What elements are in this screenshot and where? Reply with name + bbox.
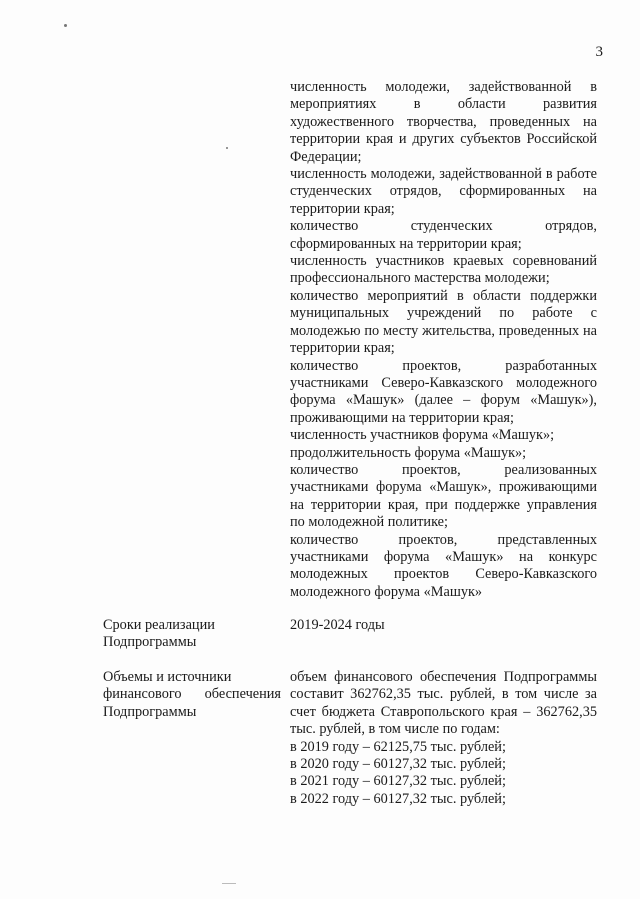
funding-year-item: в 2021 году – 60127,32 тыс. рублей; bbox=[290, 773, 506, 790]
indicator-item: количество проектов, разработанных участниками Северо-Кавказского молодежного форума «Машук» (далее – форум «Машук»), проживающими на территории края; bbox=[290, 357, 597, 426]
funding-year-item: в 2020 году – 60127,32 тыс. рублей; bbox=[290, 756, 506, 773]
indicator-item: количество мероприятий в области поддержки муниципальных учреждений по работе с молодежью по месту жительства, проведенных на территории края; bbox=[290, 287, 597, 357]
indicator-item: количество проектов, реализованных участниками форума «Машук», проживающими на территории края, при поддержке управления по молодежной политике; bbox=[290, 461, 597, 531]
funding-label: Объемы и источники финансового обеспечения Подпрограммы bbox=[103, 669, 281, 720]
funding-year-item: в 2022 году – 60127,32 тыс. рублей; bbox=[290, 790, 506, 807]
scan-speck bbox=[64, 24, 67, 27]
funding-details bbox=[290, 669, 597, 808]
indicator-item: продолжительность форума «Машук»; bbox=[290, 444, 527, 461]
scan-speck bbox=[222, 883, 236, 884]
indicator-item: численность молодежи, задействованной в работе студенческих отрядов, сформированных на территории края; bbox=[290, 166, 597, 217]
indicators-list bbox=[290, 79, 597, 601]
indicator-item: численность участников краевых соревнований профессионального мастерства молодежи; bbox=[290, 253, 597, 287]
term-label: Сроки реализации Подпрограммы bbox=[103, 617, 215, 651]
page-number: 3 bbox=[595, 44, 603, 60]
indicator-item: численность участников форума «Машук»; bbox=[290, 427, 555, 444]
scan-speck bbox=[226, 147, 228, 149]
funding-year-item: в 2019 году – 62125,75 тыс. рублей; bbox=[290, 738, 506, 755]
indicator-item: численность молодежи, задействованной в мероприятиях в области развития художественного творчества, проведенных на территории края и других субъектов Российской Федерации; bbox=[290, 79, 597, 165]
indicator-item: количество студенческих отрядов, сформированных на территории края; bbox=[290, 218, 597, 252]
indicator-item: количество проектов, представленных участниками форума «Машук» на конкурс молодежных проектов Северо-Кавказского молодежного форума «Машук» bbox=[290, 531, 597, 600]
funding-summary: объем финансового обеспечения Подпрограммы составит 362762,35 тыс. рублей, в том числе за счет бюджета Ставропольского края – 362762,35 тыс. рублей, в том числе по годам: bbox=[290, 669, 597, 738]
term-value: 2019-2024 годы bbox=[290, 617, 385, 633]
